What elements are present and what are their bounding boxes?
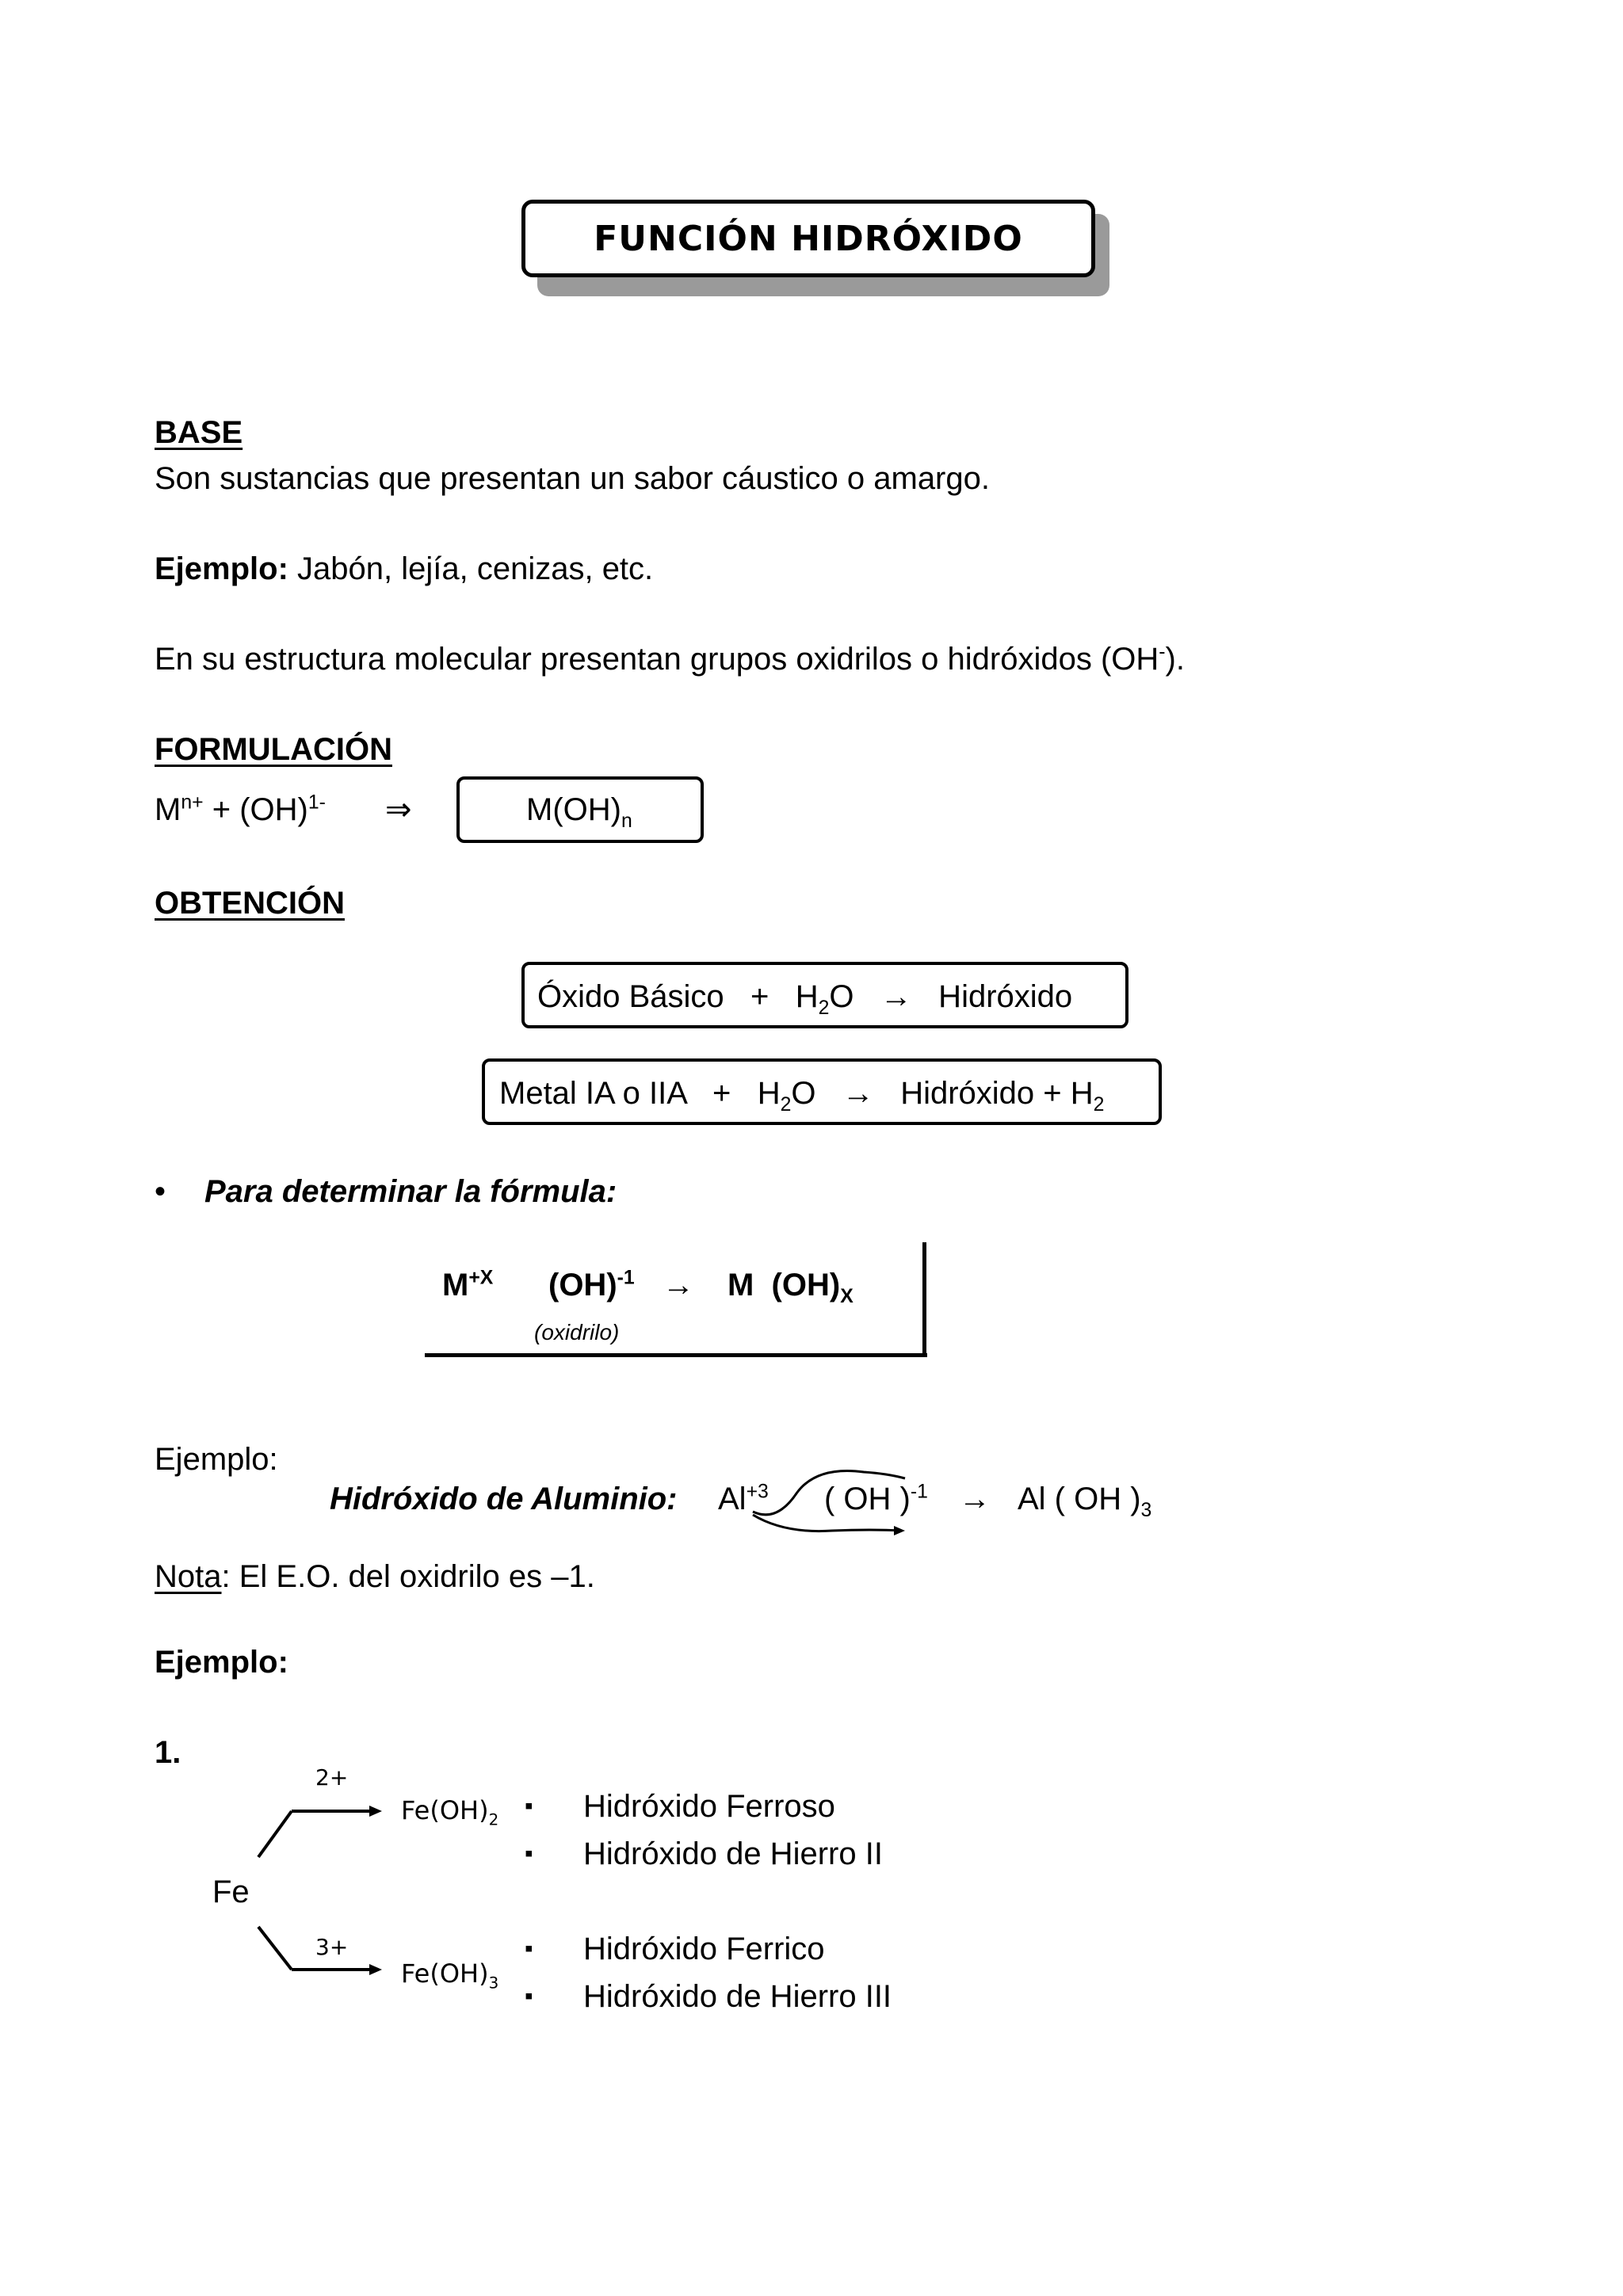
determinar-oh xyxy=(548,1266,635,1304)
ejemplo-al-label: Ejemplo: xyxy=(155,1442,278,1477)
structure-text-end: ). xyxy=(1165,642,1185,677)
bullet-dot: • xyxy=(155,1174,166,1209)
ejemplo2-number: 1. xyxy=(155,1735,181,1770)
nota-label: Nota xyxy=(155,1559,222,1594)
al-oh: ( OH ) xyxy=(824,1482,911,1516)
det-metal-sup: +X xyxy=(468,1267,494,1289)
list-bullet: ▪ xyxy=(525,1793,533,1819)
fe-top-formula-main: Fe(OH) xyxy=(401,1795,489,1825)
list-item: Hidróxido de Hierro II xyxy=(583,1836,883,1871)
ejemplo2-label: Ejemplo: xyxy=(155,1645,288,1680)
base-example xyxy=(155,550,653,588)
obtencion-eq1 xyxy=(537,978,1073,1019)
fe-element: Fe xyxy=(212,1875,250,1909)
fe-bottom-formula xyxy=(401,1958,499,1993)
determinar-label: Para determinar la fórmula: xyxy=(204,1174,617,1209)
determinar-result xyxy=(727,1266,854,1307)
lhs-metal: M xyxy=(155,792,181,827)
obtencion-heading: OBTENCIÓN xyxy=(155,886,345,921)
fe-top-formula xyxy=(401,1795,499,1829)
formula-frame-bottom xyxy=(425,1353,927,1357)
al-oh-sup: -1 xyxy=(910,1481,928,1503)
eq2-sub: 2 xyxy=(780,1094,792,1116)
det-metal: M xyxy=(442,1268,469,1302)
det-result-sub: X xyxy=(840,1286,854,1307)
ejemplo-al-name: Hidróxido de Aluminio: xyxy=(330,1482,678,1516)
al-symbol: Al xyxy=(718,1482,747,1516)
base-structure xyxy=(155,640,1185,678)
eq1-sub: 2 xyxy=(818,997,830,1019)
al-result: Al ( OH ) xyxy=(1018,1482,1141,1516)
determinar-note: (oxidrilo) xyxy=(534,1320,620,1344)
fe-bottom-charge: 3+ xyxy=(315,1934,349,1960)
list-item: Hidróxido de Hierro III xyxy=(583,1979,892,2014)
formulacion-arrow: ⇒ xyxy=(385,792,412,827)
base-definition: Son sustancias que presentan un sabor cáustico o amargo. xyxy=(155,461,990,496)
fe-top-charge: 2+ xyxy=(315,1764,349,1791)
structure-text: En su estructura molecular presentan grupos oxidrilos o hidróxidos (OH xyxy=(155,642,1159,677)
base-heading: BASE xyxy=(155,415,243,450)
structure-sup: - xyxy=(1159,641,1166,663)
eq1-left: Óxido Básico + H xyxy=(537,979,819,1014)
list-item: Hidróxido Ferroso xyxy=(583,1789,835,1824)
page-title: FUNCIÓN HIDRÓXIDO xyxy=(594,218,1023,259)
base-example-text: Jabón, lejía, cenizas, etc. xyxy=(288,551,654,586)
formulacion-lhs xyxy=(155,791,326,829)
fe-bottom-formula-sub: 3 xyxy=(488,1974,499,1993)
base-example-label: Ejemplo: xyxy=(155,551,288,586)
nota xyxy=(155,1558,595,1596)
lhs-oh: + (OH) xyxy=(203,792,308,827)
result-sub: n xyxy=(621,810,632,832)
result-main: M(OH) xyxy=(526,792,621,827)
crossover-arrows xyxy=(737,1458,919,1537)
fe-branch-diagram xyxy=(246,1798,388,1989)
eq2-left: Metal IA o IIA + H xyxy=(499,1076,781,1111)
det-oh: (OH) xyxy=(548,1268,617,1302)
formula-frame-right xyxy=(922,1242,926,1357)
al-result-sub: 3 xyxy=(1140,1500,1152,1521)
fe-top-formula-sub: 2 xyxy=(488,1810,499,1829)
lhs-metal-sup: n+ xyxy=(181,791,204,814)
ejemplo-al-result xyxy=(1018,1480,1152,1521)
determinar-arrow: → xyxy=(663,1268,694,1302)
formulacion-heading: FORMULACIÓN xyxy=(155,732,392,767)
det-oh-sup: -1 xyxy=(617,1267,635,1289)
det-result: M (OH) xyxy=(727,1268,841,1302)
list-item: Hidróxido Ferrico xyxy=(583,1932,825,1966)
lhs-oh-sup: 1- xyxy=(307,791,326,814)
nota-text: : El E.O. del oxidrilo es –1. xyxy=(221,1559,595,1594)
eq2-right: O → Hidróxido + H xyxy=(791,1076,1094,1111)
formulacion-result xyxy=(526,791,632,832)
list-bullet: ▪ xyxy=(525,1840,533,1867)
fe-bottom-formula-main: Fe(OH) xyxy=(401,1958,489,1989)
determinar-m xyxy=(442,1266,493,1304)
eq2-sub2: 2 xyxy=(1093,1094,1105,1116)
list-bullet: ▪ xyxy=(525,1936,533,1962)
obtencion-eq2 xyxy=(499,1074,1105,1116)
title-box xyxy=(521,200,1095,277)
al-sup: +3 xyxy=(746,1481,769,1503)
list-bullet: ▪ xyxy=(525,1983,533,2009)
ejemplo-al-arrow: → xyxy=(959,1482,991,1516)
eq1-right: O → Hidróxido xyxy=(829,979,1073,1014)
